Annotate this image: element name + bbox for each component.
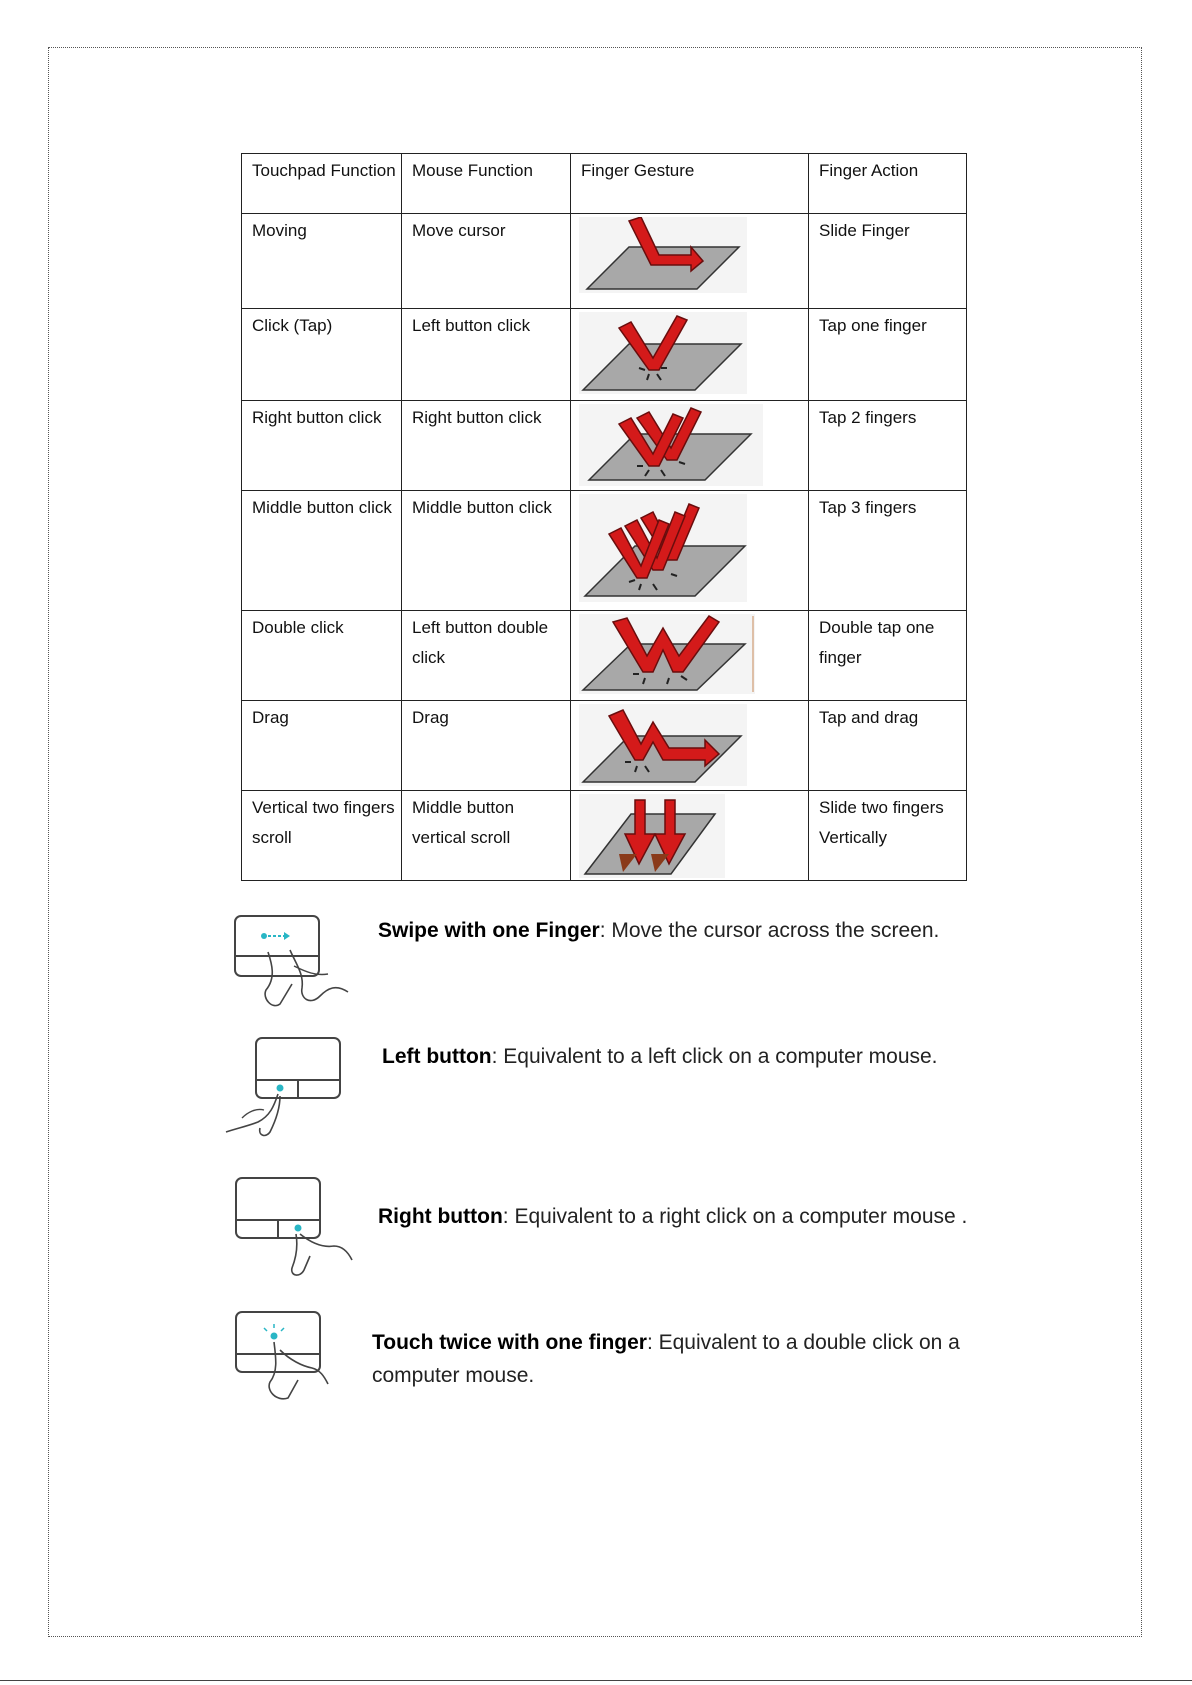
finger-action-cell: Tap and drag (809, 701, 967, 791)
two-finger-scroll-icon (579, 794, 725, 878)
swipe-touchpad-icon (232, 914, 358, 1012)
mouse-function-cell: Middle button vertical scroll (402, 791, 571, 881)
header-finger-gesture: Finger Gesture (571, 154, 809, 214)
table-row (242, 214, 967, 309)
finger-action-cell: Tap 2 fingers (809, 401, 967, 491)
tap-one-finger-icon (579, 312, 747, 394)
tap-three-fingers-icon (579, 494, 747, 602)
table-row (242, 611, 967, 701)
tap-two-fingers-icon (579, 404, 763, 486)
mouse-function-cell: Left button click (402, 309, 571, 401)
table-row (242, 791, 967, 881)
touchpad-function-cell: Moving (242, 214, 402, 309)
tip-title: Right button (378, 1205, 503, 1228)
double-touch-touchpad-icon (234, 1310, 334, 1406)
double-tap-icon (579, 614, 755, 694)
header-touchpad-function: Touchpad Function (242, 154, 402, 214)
touchpad-function-cell: Drag (242, 701, 402, 791)
bottom-rule (0, 1680, 1192, 1681)
tip-left-button (382, 1040, 938, 1073)
mouse-function-cell: Middle button click (402, 491, 571, 611)
touchpad-function-cell: Vertical two fingers scroll (242, 791, 402, 881)
table-row (242, 309, 967, 401)
tip-title: Left button (382, 1045, 492, 1068)
tip-title: Touch twice with one finger (372, 1331, 647, 1354)
slide-one-finger-icon (579, 217, 747, 293)
table-row (242, 701, 967, 791)
header-finger-action: Finger Action (809, 154, 967, 214)
mouse-function-cell: Left button double click (402, 611, 571, 701)
mouse-function-cell: Move cursor (402, 214, 571, 309)
tip-right-button (378, 1200, 967, 1233)
gesture-table (241, 153, 967, 881)
touchpad-function-cell: Double click (242, 611, 402, 701)
mouse-function-cell: Drag (402, 701, 571, 791)
touchpad-function-cell: Middle button click (242, 491, 402, 611)
mouse-function-cell: Right button click (402, 401, 571, 491)
tip-swipe (378, 914, 939, 947)
finger-action-cell: Tap one finger (809, 309, 967, 401)
tap-and-drag-icon (579, 704, 747, 786)
tip-text: : Move the cursor across the screen. (599, 919, 940, 942)
table-header-row (242, 154, 967, 214)
touchpad-function-cell: Click (Tap) (242, 309, 402, 401)
tip-text: : Equivalent to a right click on a computer mouse . (502, 1205, 968, 1228)
finger-action-cell: Slide Finger (809, 214, 967, 309)
tip-text: : Equivalent to a double click on a computer mouse. (372, 1331, 960, 1387)
tip-touch-twice (372, 1326, 1012, 1392)
right-button-touchpad-icon (234, 1176, 354, 1280)
tip-text: : Equivalent to a left click on a computer mouse. (491, 1045, 938, 1068)
table-row (242, 401, 967, 491)
touchpad-function-cell: Right button click (242, 401, 402, 491)
finger-action-cell: Slide two fingers Vertically (809, 791, 967, 881)
finger-action-cell: Double tap one finger (809, 611, 967, 701)
header-mouse-function: Mouse Function (402, 154, 571, 214)
finger-action-cell: Tap 3 fingers (809, 491, 967, 611)
table-row (242, 491, 967, 611)
tip-title: Swipe with one Finger (378, 919, 600, 942)
left-button-touchpad-icon (224, 1036, 344, 1140)
